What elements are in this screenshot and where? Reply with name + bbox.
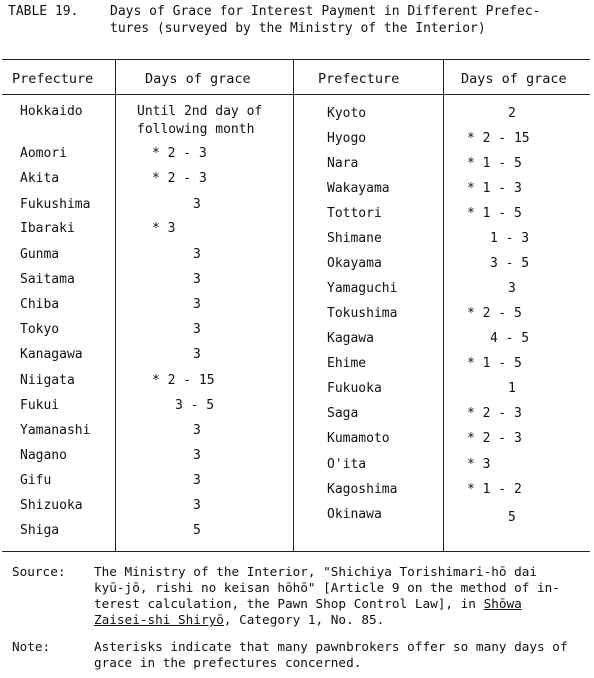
grace-value: * 2 - 3: [152, 146, 207, 161]
source-line-3: [94, 596, 522, 613]
prefecture-name: Tokyo: [20, 322, 60, 337]
prefecture-name: Kagoshima: [327, 482, 398, 497]
grace-value: * 3: [152, 221, 176, 236]
prefecture-name: Yamanashi: [20, 423, 91, 438]
prefecture-name: Gifu: [20, 473, 52, 488]
prefecture-name: Tokushima: [327, 306, 398, 321]
grace-value: 3: [193, 197, 201, 212]
grace-value: 1 - 3: [490, 231, 530, 246]
grace-value: * 1 - 5: [467, 156, 522, 171]
prefecture-name: Hyogo: [327, 131, 367, 146]
prefecture-name: Gunma: [20, 247, 60, 262]
source-line-4: [94, 612, 384, 629]
grace-value: 3: [193, 247, 201, 262]
header-days-of-grace-right: Days of grace: [461, 71, 567, 87]
prefecture-name: Niigata: [20, 373, 75, 388]
grace-value: 3 - 5: [490, 256, 530, 271]
header-days-of-grace-left: Days of grace: [145, 71, 251, 87]
grace-value: * 1 - 3: [467, 181, 522, 196]
prefecture-name: Akita: [20, 171, 60, 186]
grace-value: 1: [508, 381, 516, 396]
table-title-line-2: tures (surveyed by the Ministry of the Interior): [110, 21, 486, 36]
prefecture-name: Shiga: [20, 523, 60, 538]
source-line-4-text: , Category 1, No. 85.: [223, 612, 385, 627]
source-line-2: kyū-jō, rishi no keisan hōhō" [Article 9 on the method of in-: [94, 580, 560, 595]
grace-value: following month: [137, 122, 255, 137]
grace-value: * 2 - 15: [467, 131, 530, 146]
source-line-3-text: terest calculation, the Pawn Shop Control Law], in: [94, 596, 484, 611]
grace-value: 3: [193, 347, 201, 362]
table-bottom-rule: [2, 551, 590, 552]
header-bottom-rule: [2, 94, 590, 95]
prefecture-name: Fukui: [20, 398, 60, 413]
prefecture-name: Kanagawa: [20, 347, 83, 362]
prefecture-name: Ibaraki: [20, 221, 75, 236]
header-prefecture-right: Prefecture: [318, 71, 400, 87]
prefecture-name: Shizuoka: [20, 498, 83, 513]
grace-value: * 1 - 5: [467, 206, 522, 221]
grace-value: 3: [193, 423, 201, 438]
prefecture-name: Saitama: [20, 272, 75, 287]
prefecture-name: Kyoto: [327, 106, 367, 121]
prefecture-name: Kagawa: [327, 331, 374, 346]
prefecture-name: Wakayama: [327, 181, 390, 196]
grace-value: 3 - 5: [175, 398, 215, 413]
table-number: TABLE 19.: [8, 4, 79, 19]
prefecture-name: O'ita: [327, 457, 367, 472]
grace-value: 3: [193, 473, 201, 488]
source-book-title-part-1: Shōwa: [483, 596, 522, 611]
table-title-line-1: Days of Grace for Interest Payment in Different Prefec-: [110, 4, 541, 19]
header-prefecture-left: Prefecture: [12, 71, 94, 87]
grace-value: * 1 - 2: [467, 482, 522, 497]
grace-value: Until 2nd day of: [137, 104, 263, 119]
note-label: Note:: [12, 639, 51, 654]
prefecture-name: Fukushima: [20, 197, 91, 212]
grace-value: * 2 - 3: [467, 406, 522, 421]
grace-value: * 2 - 3: [467, 431, 522, 446]
prefecture-name: Ehime: [327, 356, 367, 371]
prefecture-name: Nara: [327, 156, 359, 171]
prefecture-name: Hokkaido: [20, 104, 83, 119]
grace-value: * 3: [467, 457, 491, 472]
grace-value: 3: [193, 448, 201, 463]
prefecture-name: Nagano: [20, 448, 67, 463]
source-label: Source:: [12, 564, 66, 579]
grace-value: 3: [193, 272, 201, 287]
source-book-title-part-2: Zaisei-shi Shiryō: [94, 612, 224, 627]
column-divider-middle: [293, 59, 294, 551]
note-line-2: grace in the prefectures concerned.: [94, 655, 362, 670]
grace-value: * 2 - 5: [467, 306, 522, 321]
prefecture-name: Saga: [327, 406, 359, 421]
column-divider-left: [115, 59, 116, 551]
grace-value: * 1 - 5: [467, 356, 522, 371]
note-line-1: Asterisks indicate that many pawnbrokers offer so many days of: [94, 639, 568, 654]
prefecture-name: Okayama: [327, 256, 382, 271]
grace-value: * 2 - 15: [152, 373, 215, 388]
prefecture-name: Tottori: [327, 206, 382, 221]
grace-value: 3: [193, 297, 201, 312]
grace-value: 4 - 5: [490, 331, 530, 346]
source-line-1: The Ministry of the Interior, "Shichiya Torishimari-hō dai: [94, 564, 538, 579]
grace-value: * 2 - 3: [152, 171, 207, 186]
column-divider-right: [443, 59, 444, 551]
prefecture-name: Shimane: [327, 231, 382, 246]
prefecture-name: Okinawa: [327, 507, 382, 522]
grace-value: 2: [508, 106, 516, 121]
grace-value: 5: [508, 510, 516, 525]
prefecture-name: Yamaguchi: [327, 281, 398, 296]
grace-value: 3: [193, 322, 201, 337]
prefecture-name: Kumamoto: [327, 431, 390, 446]
table-top-rule: [2, 59, 590, 60]
grace-value: 5: [193, 523, 201, 538]
grace-value: 3: [193, 498, 201, 513]
grace-value: 3: [508, 281, 516, 296]
prefecture-name: Aomori: [20, 146, 67, 161]
prefecture-name: Chiba: [20, 297, 60, 312]
prefecture-name: Fukuoka: [327, 381, 382, 396]
